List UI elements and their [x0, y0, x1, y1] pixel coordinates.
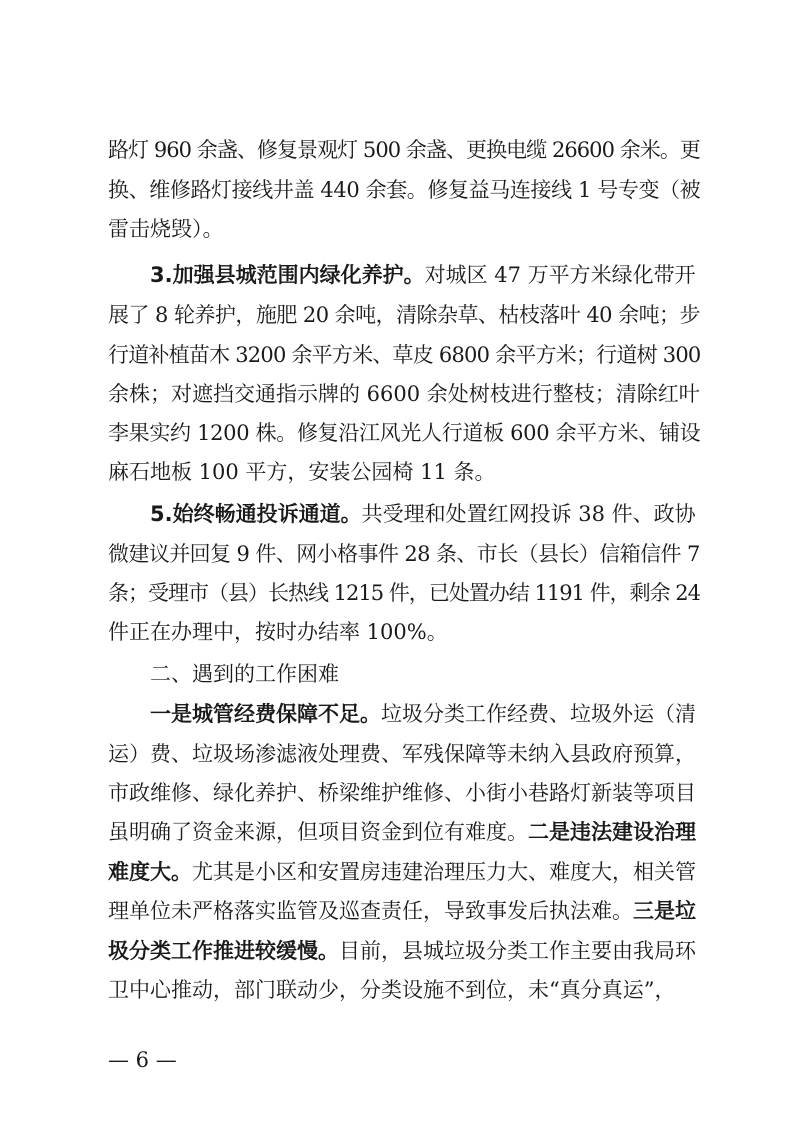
complaints-paragraph-line-1: [150, 504, 696, 525]
paragraph-line-8: 李果实约 1200 株。修复沿江风光人行道板 600 余平方米、铺设: [108, 421, 701, 445]
page-number: — 6 —: [108, 1048, 177, 1072]
greening-paragraph-line-1: [150, 265, 696, 286]
complaints-heading: 5.始终畅通投诉通道。: [150, 502, 362, 526]
paragraph-line-9: 麻石地板 100 平方，安装公园椅 11 条。: [108, 460, 496, 484]
funding-text: 垃圾分类工作经费、垃圾外运（清: [381, 702, 696, 726]
funding-heading: 一是城管经费保障不足。: [150, 702, 381, 726]
paragraph-line-13: 件正在办理中，按时办结率 100%。: [108, 620, 448, 644]
complaints-text: 共受理和处置红网投诉 38 件、政协: [361, 502, 696, 526]
paragraph-line-3: 雷击烧毁）。: [108, 217, 224, 241]
greening-heading: 3.加强县城范围内绿化养护。: [150, 263, 425, 287]
section-heading: 二、遇到的工作困难: [150, 662, 339, 686]
funding-paragraph-line-1: [150, 704, 696, 725]
paragraph-line-7: 余株；对遮挡交通指示牌的 6600 余处树枝进行整枝；清除红叶: [108, 382, 700, 406]
paragraph-line-21: [108, 941, 696, 962]
illegal-text-end: 理单位未严格落实监管及巡查责任，导致事发后执法难。: [108, 899, 633, 923]
paragraph-line-19: [108, 862, 696, 883]
garbage-text: 目前，县城垃圾分类工作主要由我局环: [339, 939, 696, 963]
paragraph-line-2: 换、维修路灯接线井盖 440 余套。修复益马连接线 1 号专变（被: [108, 178, 701, 202]
illegal-text: 尤其是小区和安置房违建治理压力大、难度大，相关管: [192, 860, 696, 884]
paragraph-line-6: 行道补植苗木 3200 余平方米、草皮 6800 余平方米；行道树 300: [108, 343, 701, 367]
paragraph-line-11: 微建议并回复 9 件、网小格事件 28 条、市长（县长）信箱信件 7: [108, 542, 700, 566]
paragraph-line-18: [108, 822, 696, 843]
paragraph-line-20: [108, 901, 696, 922]
paragraph-line-16: 运）费、垃圾场渗滤液处理费、军残保障等未纳入县政府预算，: [108, 742, 696, 766]
paragraph-line-1: 路灯 960 余盏、修复景观灯 500 余盏、更换电缆 26600 余米。更: [108, 138, 700, 162]
paragraph-line-5: 展了 8 轮养护，施肥 20 余吨，清除杂草、枯枝落叶 40 余吨；步: [108, 303, 700, 327]
illegal-heading-part-2: 难度大。: [108, 860, 192, 884]
paragraph-line-22: 卫中心推动，部门联动少，分类设施不到位，未“真分真运”，: [108, 978, 676, 1002]
illegal-heading-part-1: 二是违法建设治理: [528, 820, 696, 844]
garbage-heading-part-1: 三是垃: [633, 899, 696, 923]
paragraph-line-17: 市政维修、绿化养护、桥梁维护维修、小街小巷路灯新装等项目: [108, 781, 696, 805]
greening-text: 对城区 47 万平方米绿化带开: [424, 263, 696, 287]
funding-text-end: 虽明确了资金来源，但项目资金到位有难度。: [108, 820, 528, 844]
garbage-heading-part-2: 圾分类工作推进较缓慢。: [108, 939, 339, 963]
paragraph-line-12: 条；受理市（县）长热线 1215 件，已处置办结 1191 件，剩余 24: [108, 581, 700, 605]
